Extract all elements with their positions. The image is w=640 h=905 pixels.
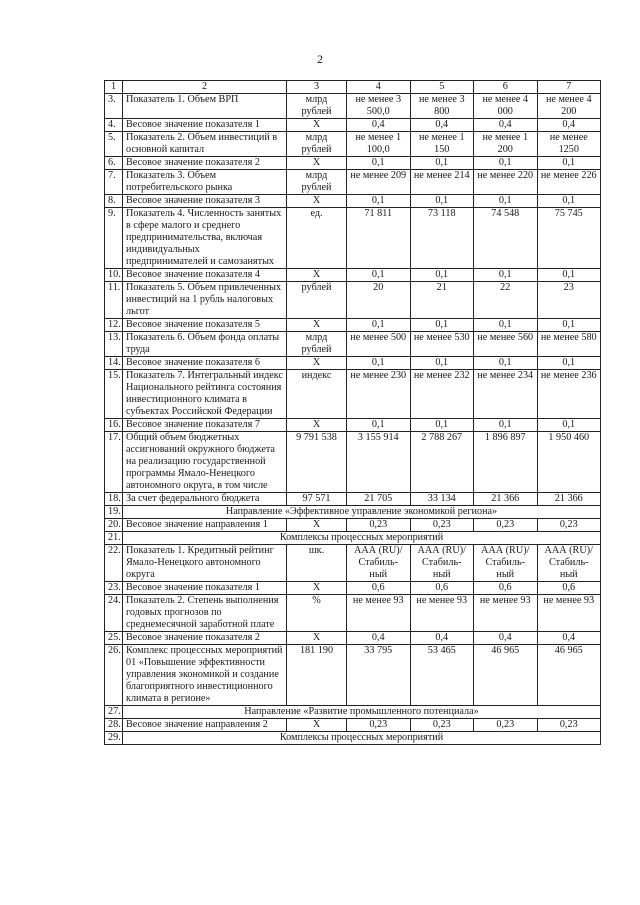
table-body [105,81,601,745]
value-cell: 0,1 [410,195,474,208]
table-row [105,357,601,370]
table-row [105,632,601,645]
value-cell: не менее 93 [410,595,474,632]
value-cell: 0,23 [347,519,411,532]
unit-cell: млрд рублей [287,332,347,357]
table-row [105,545,601,582]
table-header-row [105,81,601,94]
value-cell: ААА (RU)/ Стабиль-ный [474,545,538,582]
value-cell: ААА (RU)/ Стабиль-ный [537,545,601,582]
unit-cell: 9 791 538 [287,432,347,493]
value-cell: 21 705 [347,493,411,506]
value-cell: 0,1 [347,357,411,370]
row-number: 4. [105,119,123,132]
value-cell: не менее 560 [474,332,538,357]
header-cell: 2 [123,81,287,94]
value-cell: 1 896 897 [474,432,538,493]
value-cell: не менее 3 800 [410,94,474,119]
row-number: 20. [105,519,123,532]
value-cell: не менее 214 [410,170,474,195]
value-cell: 0,6 [537,582,601,595]
unit-cell: 181 190 [287,645,347,706]
value-cell: 3 155 914 [347,432,411,493]
header-cell: 6 [474,81,538,94]
value-cell: 74 548 [474,208,538,269]
indicator-name: Показатель 2. Степень выполнения годовых прогнозов по среднемесячной заработной плате [123,595,287,632]
row-number: 3. [105,94,123,119]
value-cell: 0,4 [537,632,601,645]
row-number: 13. [105,332,123,357]
value-cell: 33 134 [410,493,474,506]
unit-cell: млрд рублей [287,132,347,157]
value-cell: 0,1 [537,319,601,332]
section-title: Направление «Эффективное управление экономикой региона» [123,506,601,519]
row-number: 22. [105,545,123,582]
value-cell: не менее 580 [537,332,601,357]
unit-cell: 97 571 [287,493,347,506]
table-row [105,119,601,132]
header-cell: 4 [347,81,411,94]
indicator-name: Показатель 5. Объем привлеченных инвестиций на 1 рубль налоговых льгот [123,282,287,319]
row-number: 15. [105,370,123,419]
value-cell: не менее 1 150 [410,132,474,157]
value-cell: 21 [410,282,474,319]
unit-cell: Х [287,719,347,732]
indicator-name: Весовое значение показателя 1 [123,582,287,595]
value-cell: не менее 1250 [537,132,601,157]
section-row [105,506,601,519]
value-cell: не менее 3 500,0 [347,94,411,119]
indicator-name: Показатель 4. Численность занятых в сфере малого и среднего предпринимательства, включая индивидуальных предпринимателей и самозанятых [123,208,287,269]
table-row [105,157,601,170]
indicator-name: Весовое значение направления 1 [123,519,287,532]
value-cell: 33 795 [347,645,411,706]
table-row [105,595,601,632]
value-cell: не менее 230 [347,370,411,419]
value-cell: 0,23 [347,719,411,732]
row-number: 25. [105,632,123,645]
value-cell: не менее 4 200 [537,94,601,119]
unit-cell: Х [287,632,347,645]
unit-cell: Х [287,357,347,370]
table-row [105,94,601,119]
unit-cell: млрд рублей [287,94,347,119]
value-cell: ААА (RU)/ Стабиль-ный [410,545,474,582]
table-row [105,208,601,269]
table-row [105,370,601,419]
row-number: 10. [105,269,123,282]
page-number: 2 [317,52,323,66]
row-number: 7. [105,170,123,195]
unit-cell: млрд рублей [287,170,347,195]
indicator-name: Показатель 6. Объем фонда оплаты труда [123,332,287,357]
header-cell: 1 [105,81,123,94]
value-cell: 0,6 [347,582,411,595]
value-cell: 0,1 [474,319,538,332]
value-cell: 0,1 [537,357,601,370]
value-cell: 53 465 [410,645,474,706]
value-cell: не менее 4 000 [474,94,538,119]
value-cell: 0,6 [410,582,474,595]
indicator-name: Показатель 7. Интегральный индекс Национального рейтинга состояния инвестиционного климата в субъектах Российской Федерации [123,370,287,419]
indicator-name: Весовое значение показателя 3 [123,195,287,208]
indicator-name: Показатель 2. Объем инвестиций в основной капитал [123,132,287,157]
table-row [105,195,601,208]
value-cell: 0,1 [410,357,474,370]
table-row [105,170,601,195]
row-number: 6. [105,157,123,170]
unit-cell: Х [287,119,347,132]
value-cell: 0,1 [474,157,538,170]
section-title: Направление «Развитие промышленного потенциала» [123,706,601,719]
value-cell: 0,4 [474,119,538,132]
value-cell: 21 366 [537,493,601,506]
value-cell: 0,1 [410,269,474,282]
row-number: 28. [105,719,123,732]
value-cell: 0,1 [410,419,474,432]
value-cell: 0,1 [347,195,411,208]
unit-cell: Х [287,419,347,432]
unit-cell: % [287,595,347,632]
row-number: 11. [105,282,123,319]
indicator-name: Комплекс процессных мероприятий 01 «Повышение эффективности управления экономикой и создание благоприятного инвестиционного климата в регионе» [123,645,287,706]
indicator-name: Весовое значение направления 2 [123,719,287,732]
value-cell: не менее 1 100,0 [347,132,411,157]
value-cell: не менее 226 [537,170,601,195]
value-cell: не менее 209 [347,170,411,195]
value-cell: 0,4 [347,119,411,132]
section-row [105,532,601,545]
value-cell: не менее 93 [347,595,411,632]
section-row [105,732,601,745]
value-cell: 0,4 [347,632,411,645]
value-cell: 0,1 [537,419,601,432]
value-cell: не менее 93 [537,595,601,632]
indicator-name: Весовое значение показателя 2 [123,632,287,645]
unit-cell: ед. [287,208,347,269]
header-cell: 5 [410,81,474,94]
unit-cell: Х [287,582,347,595]
value-cell: не менее 236 [537,370,601,419]
table-row [105,645,601,706]
table-row [105,719,601,732]
value-cell: 0,23 [474,519,538,532]
indicator-name: Весовое значение показателя 1 [123,119,287,132]
indicator-name: Весовое значение показателя 7 [123,419,287,432]
section-row [105,706,601,719]
value-cell: 0,1 [347,319,411,332]
value-cell: 0,1 [347,269,411,282]
indicator-name: Показатель 3. Объем потребительского рынка [123,170,287,195]
unit-cell: Х [287,269,347,282]
value-cell: 0,23 [537,719,601,732]
value-cell: 0,1 [474,419,538,432]
value-cell: 75 745 [537,208,601,269]
value-cell: 0,23 [537,519,601,532]
row-number: 8. [105,195,123,208]
value-cell: 2 788 267 [410,432,474,493]
section-title: Комплексы процессных мероприятий [123,732,601,745]
value-cell: 0,1 [347,157,411,170]
value-cell: не менее 232 [410,370,474,419]
unit-cell: шк. [287,545,347,582]
value-cell: 0,1 [537,269,601,282]
value-cell: 20 [347,282,411,319]
table-row [105,282,601,319]
row-number: 5. [105,132,123,157]
table-row [105,132,601,157]
value-cell: 0,1 [410,319,474,332]
value-cell: 0,1 [474,357,538,370]
table-row [105,269,601,282]
value-cell: 23 [537,282,601,319]
table-row [105,319,601,332]
value-cell: 73 118 [410,208,474,269]
indicator-name: Весовое значение показателя 6 [123,357,287,370]
row-number: 19. [105,506,123,519]
indicator-name: Общий объем бюджетных ассигнований окружного бюджета на реализацию государственной программы Ямало-Ненецкого автономного округа, в том числе [123,432,287,493]
indicator-name: За счет федерального бюджета [123,493,287,506]
header-cell: 7 [537,81,601,94]
value-cell: 0,4 [410,632,474,645]
indicator-name: Весовое значение показателя 2 [123,157,287,170]
table-row [105,419,601,432]
value-cell: 0,4 [474,632,538,645]
indicators-table [104,80,601,745]
value-cell: 0,1 [474,195,538,208]
value-cell: не менее 220 [474,170,538,195]
indicator-name: Весовое значение показателя 5 [123,319,287,332]
row-number: 12. [105,319,123,332]
unit-cell: рублей [287,282,347,319]
row-number: 24. [105,595,123,632]
value-cell: не менее 1 200 [474,132,538,157]
row-number: 17. [105,432,123,493]
row-number: 16. [105,419,123,432]
table-row [105,493,601,506]
unit-cell: Х [287,157,347,170]
indicator-name: Весовое значение показателя 4 [123,269,287,282]
value-cell: 0,4 [537,119,601,132]
value-cell: 0,1 [474,269,538,282]
value-cell: 0,1 [410,157,474,170]
value-cell: не менее 93 [474,595,538,632]
value-cell: 0,23 [410,519,474,532]
row-number: 9. [105,208,123,269]
value-cell: 71 811 [347,208,411,269]
row-number: 14. [105,357,123,370]
row-number: 29. [105,732,123,745]
row-number: 18. [105,493,123,506]
unit-cell: индекс [287,370,347,419]
value-cell: ААА (RU)/ Стабиль-ный [347,545,411,582]
value-cell: 21 366 [474,493,538,506]
unit-cell: Х [287,319,347,332]
unit-cell: Х [287,195,347,208]
indicator-name: Показатель 1. Объем ВРП [123,94,287,119]
value-cell: 22 [474,282,538,319]
value-cell: 46 965 [537,645,601,706]
section-title: Комплексы процессных мероприятий [123,532,601,545]
row-number: 23. [105,582,123,595]
table-row [105,432,601,493]
row-number: 21. [105,532,123,545]
header-cell: 3 [287,81,347,94]
value-cell: 0,23 [410,719,474,732]
table-row [105,519,601,532]
table-row [105,332,601,357]
value-cell: 0,23 [474,719,538,732]
value-cell: не менее 530 [410,332,474,357]
value-cell: 0,1 [537,195,601,208]
unit-cell: Х [287,519,347,532]
value-cell: 46 965 [474,645,538,706]
row-number: 26. [105,645,123,706]
value-cell: не менее 234 [474,370,538,419]
indicator-name: Показатель 1. Кредитный рейтинг Ямало-Ненецкого автономного округа [123,545,287,582]
value-cell: 0,1 [537,157,601,170]
row-number: 27. [105,706,123,719]
value-cell: 0,1 [347,419,411,432]
table-row [105,582,601,595]
value-cell: не менее 500 [347,332,411,357]
value-cell: 0,6 [474,582,538,595]
value-cell: 1 950 460 [537,432,601,493]
value-cell: 0,4 [410,119,474,132]
